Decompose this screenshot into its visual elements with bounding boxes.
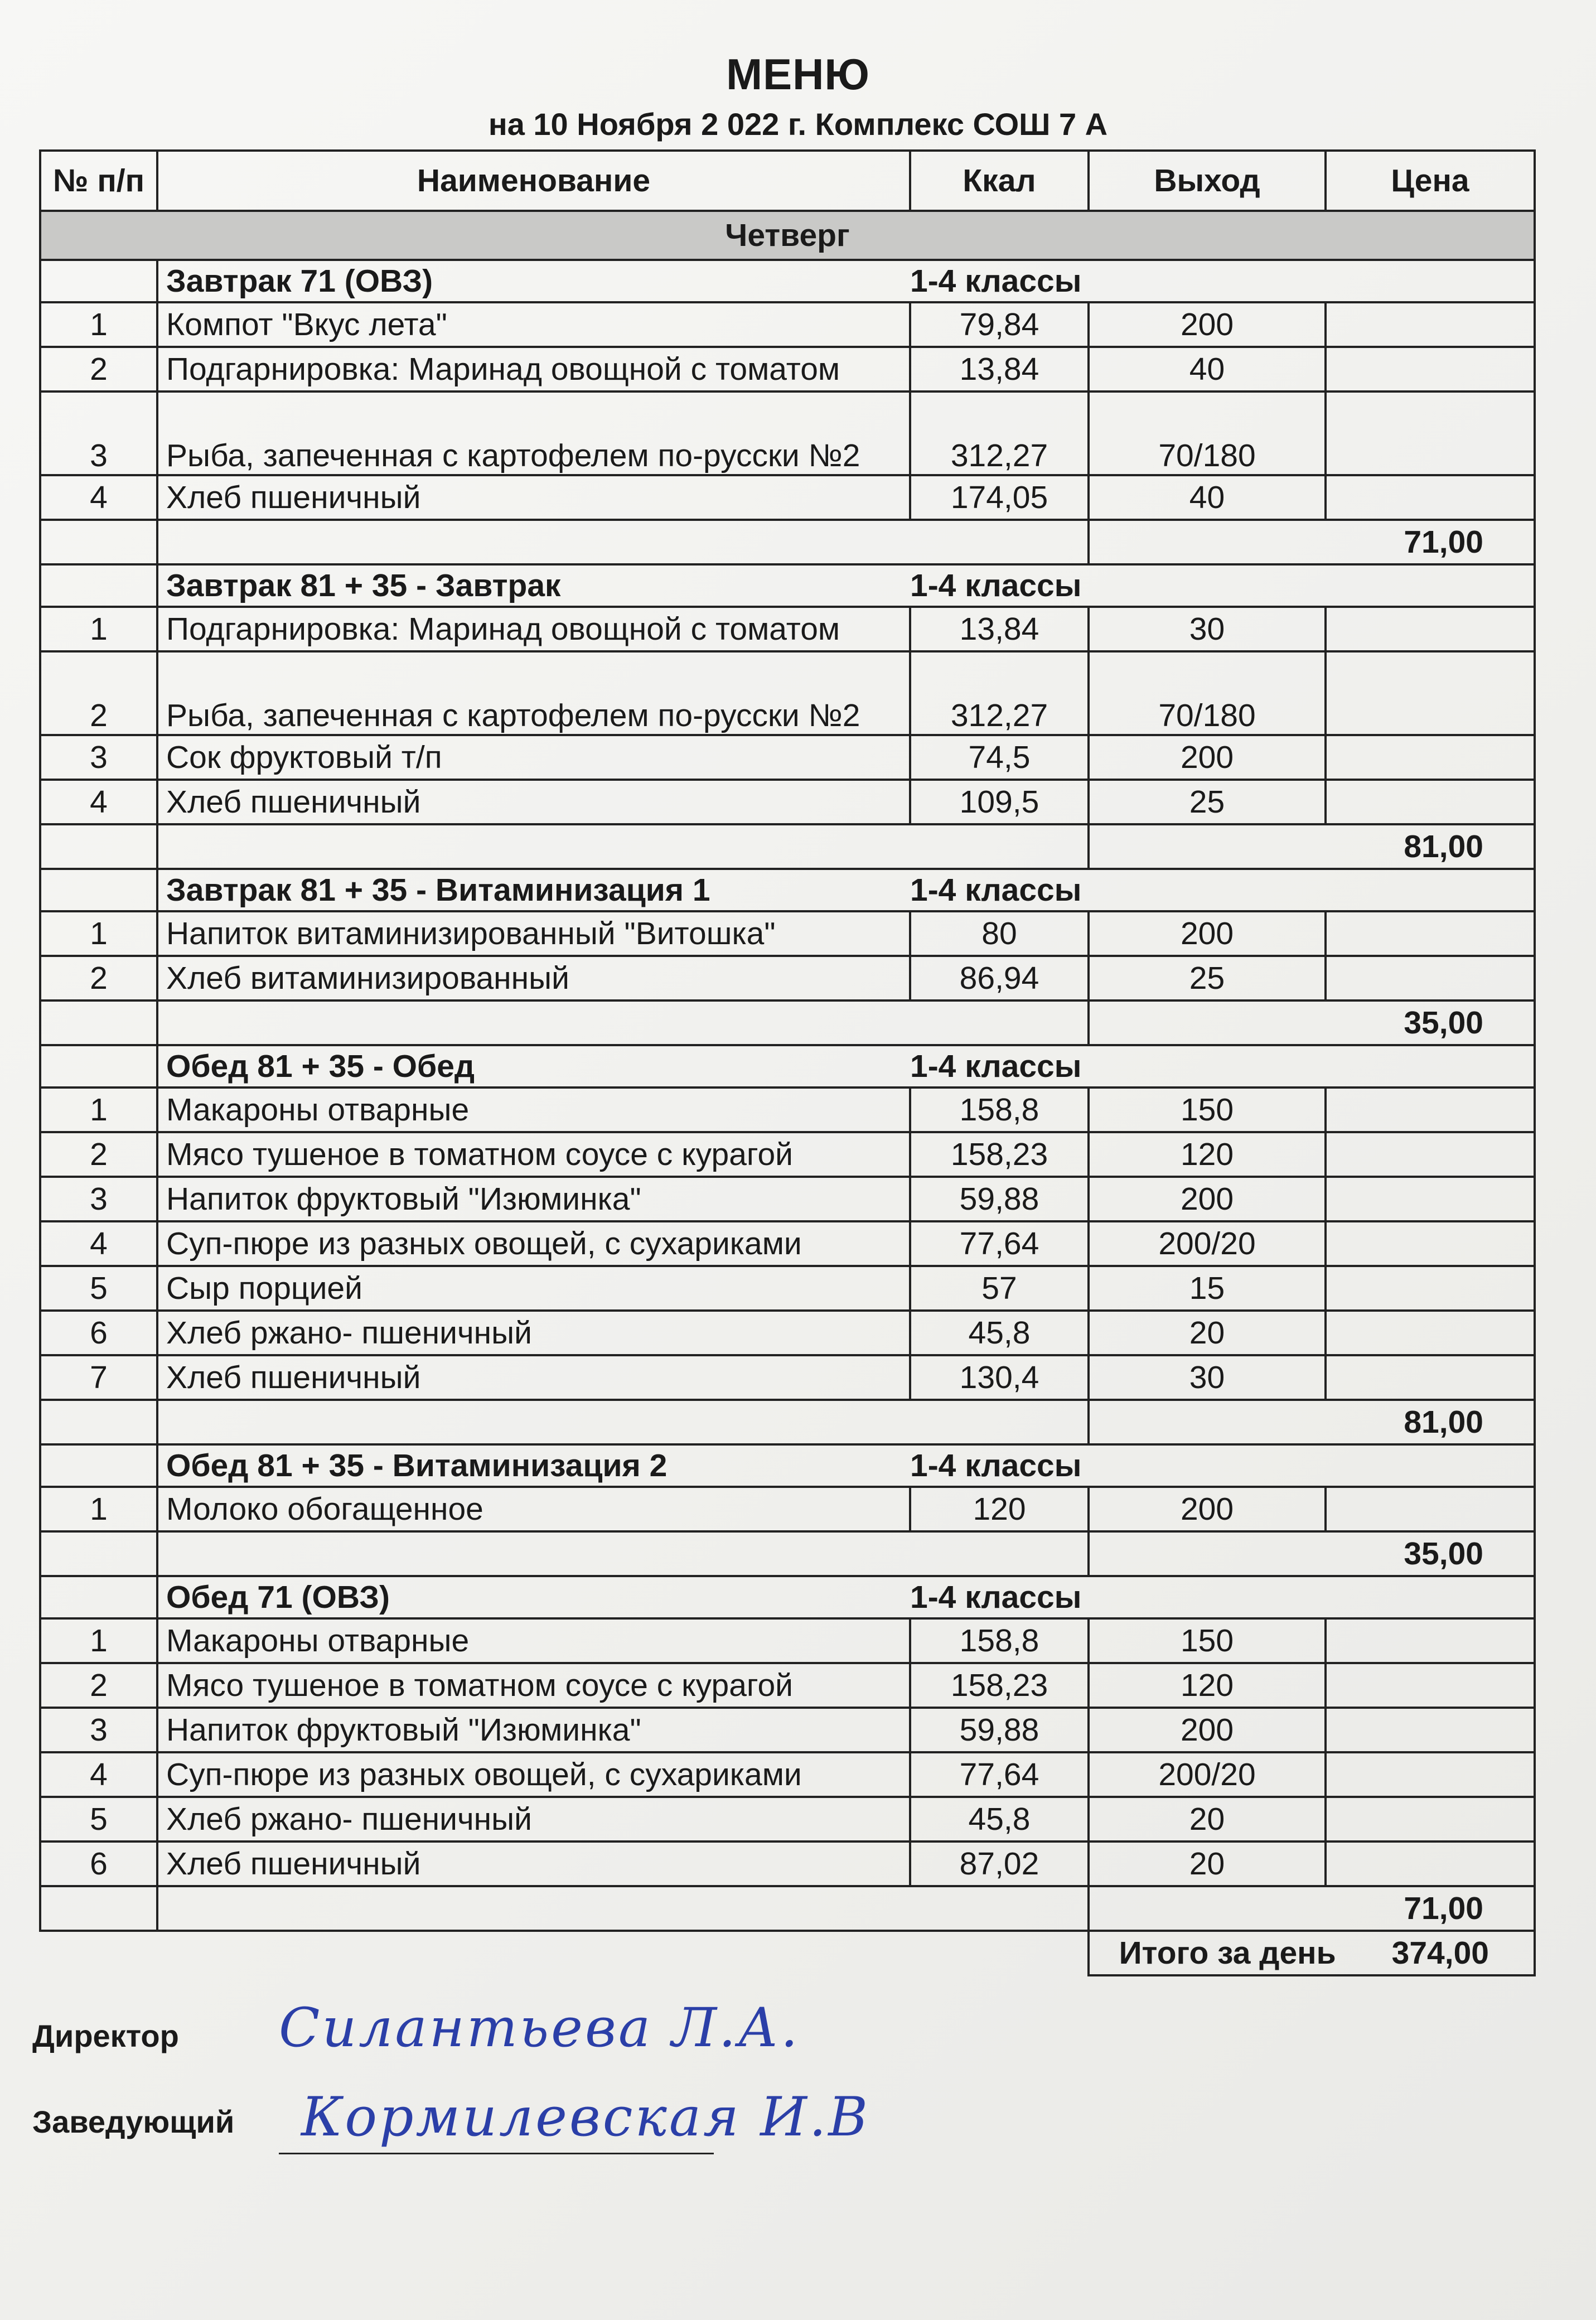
item-number: 5 — [40, 1797, 157, 1842]
table-row — [40, 1663, 1535, 1708]
manager-signature: Кормилевская И.В — [301, 2086, 870, 2148]
item-price — [1326, 1842, 1535, 1886]
section-total-row — [40, 824, 1535, 869]
item-name: Хлеб пшеничный — [157, 1355, 910, 1400]
item-yield: 200 — [1089, 1487, 1326, 1531]
item-price — [1326, 347, 1535, 392]
item-yield: 200 — [1089, 735, 1326, 780]
item-kcal: 45,8 — [910, 1797, 1089, 1842]
item-number: 2 — [40, 1663, 157, 1708]
section-classes: 1-4 классы — [910, 1576, 1535, 1618]
item-kcal: 158,8 — [910, 1618, 1089, 1663]
page-subtitle: на 10 Ноября 2 022 г. Комплекс СОШ 7 А — [488, 107, 1108, 142]
item-number: 2 — [40, 651, 157, 735]
item-yield: 150 — [1089, 1618, 1326, 1663]
total-empty-num — [40, 1531, 157, 1576]
section-name: Завтрак 81 + 35 - Завтрак — [157, 564, 910, 607]
item-yield: 150 — [1089, 1088, 1326, 1132]
item-number: 4 — [40, 475, 157, 520]
table-row — [40, 1088, 1535, 1132]
item-yield: 20 — [1089, 1842, 1326, 1886]
section-classes: 1-4 классы — [910, 564, 1535, 607]
section-classes: 1-4 классы — [910, 1045, 1535, 1088]
section-total: 35,00 — [1089, 1531, 1535, 1576]
item-yield: 200/20 — [1089, 1752, 1326, 1797]
item-kcal: 312,27 — [910, 651, 1089, 735]
item-name: Мясо тушеное в томатном соусе с курагой — [157, 1663, 910, 1708]
item-yield: 70/180 — [1089, 651, 1326, 735]
item-name: Хлеб ржано- пшеничный — [157, 1797, 910, 1842]
table-row — [40, 1797, 1535, 1842]
item-kcal: 59,88 — [910, 1708, 1089, 1752]
item-number: 3 — [40, 1708, 157, 1752]
item-price — [1326, 1797, 1535, 1842]
section-classes: 1-4 классы — [910, 1444, 1535, 1487]
table-row — [40, 1355, 1535, 1400]
grand-total-label: Итого за день — [1119, 1935, 1336, 1971]
table-row — [40, 1311, 1535, 1355]
header-num: № п/п — [40, 151, 157, 211]
grand-empty-a — [40, 1931, 1089, 1975]
item-yield: 200 — [1089, 1708, 1326, 1752]
section-total: 71,00 — [1089, 520, 1535, 564]
table-row — [40, 1842, 1535, 1886]
item-number: 3 — [40, 1177, 157, 1221]
item-yield: 20 — [1089, 1311, 1326, 1355]
item-price — [1326, 1132, 1535, 1177]
item-name: Подгарнировка: Маринад овощной с томатом — [157, 347, 910, 392]
total-empty-name — [157, 520, 1089, 564]
table-row — [40, 1221, 1535, 1266]
director-signature: Силантьева Л.А. — [279, 1997, 800, 2059]
total-empty-name — [157, 1886, 1089, 1931]
manager-signature-line — [279, 2153, 714, 2154]
table-row — [40, 607, 1535, 651]
item-kcal: 158,8 — [910, 1088, 1089, 1132]
item-number: 3 — [40, 392, 157, 475]
item-kcal: 79,84 — [910, 302, 1089, 347]
section-name: Завтрак 81 + 35 - Витаминизация 1 — [157, 869, 910, 911]
table-row — [40, 780, 1535, 824]
item-yield: 20 — [1089, 1797, 1326, 1842]
table-row — [40, 735, 1535, 780]
item-price — [1326, 302, 1535, 347]
menu-body — [40, 211, 1535, 1975]
table-row — [40, 347, 1535, 392]
item-name: Суп-пюре из разных овощей, с сухариками — [157, 1221, 910, 1266]
item-yield: 120 — [1089, 1132, 1326, 1177]
item-number: 6 — [40, 1311, 157, 1355]
table-header-row — [40, 151, 1535, 211]
section-total-row — [40, 1400, 1535, 1444]
section-total: 81,00 — [1089, 1400, 1535, 1444]
item-price — [1326, 607, 1535, 651]
item-number: 2 — [40, 347, 157, 392]
item-kcal: 174,05 — [910, 475, 1089, 520]
item-kcal: 45,8 — [910, 1311, 1089, 1355]
item-number: 4 — [40, 1752, 157, 1797]
grand-total — [1089, 1931, 1535, 1975]
item-name: Рыба, запеченная с картофелем по-русски №2 — [157, 392, 910, 475]
menu-table — [39, 149, 1536, 1976]
item-price — [1326, 1708, 1535, 1752]
item-kcal: 158,23 — [910, 1663, 1089, 1708]
table-row — [40, 392, 1535, 475]
total-empty-num — [40, 824, 157, 869]
section-num-cell — [40, 564, 157, 607]
section-classes: 1-4 классы — [910, 869, 1535, 911]
table-row — [40, 651, 1535, 735]
item-yield: 120 — [1089, 1663, 1326, 1708]
item-yield: 70/180 — [1089, 392, 1326, 475]
item-number: 2 — [40, 1132, 157, 1177]
item-number: 1 — [40, 1088, 157, 1132]
table-row — [40, 1132, 1535, 1177]
section-num-cell — [40, 1576, 157, 1618]
table-row — [40, 1487, 1535, 1531]
item-number: 4 — [40, 780, 157, 824]
item-number: 1 — [40, 1487, 157, 1531]
table-row — [40, 1266, 1535, 1311]
item-price — [1326, 1663, 1535, 1708]
item-kcal: 77,64 — [910, 1221, 1089, 1266]
item-price — [1326, 1752, 1535, 1797]
item-name: Рыба, запеченная с картофелем по-русски №2 — [157, 651, 910, 735]
item-name: Хлеб пшеничный — [157, 475, 910, 520]
table-row — [40, 302, 1535, 347]
section-total: 35,00 — [1089, 1000, 1535, 1045]
manager-label: Заведующий — [32, 2104, 235, 2139]
page-title: МЕНЮ — [726, 50, 870, 99]
table-row — [40, 1708, 1535, 1752]
item-number: 5 — [40, 1266, 157, 1311]
item-kcal: 13,84 — [910, 607, 1089, 651]
table-row — [40, 956, 1535, 1000]
grand-total-row — [40, 1931, 1535, 1975]
item-name: Сок фруктовый т/п — [157, 735, 910, 780]
item-price — [1326, 1266, 1535, 1311]
item-number: 1 — [40, 1618, 157, 1663]
section-classes: 1-4 классы — [910, 260, 1535, 302]
section-name: Обед 81 + 35 - Витаминизация 2 — [157, 1444, 910, 1487]
table-row — [40, 1618, 1535, 1663]
section-num-cell — [40, 869, 157, 911]
section-num-cell — [40, 1045, 157, 1088]
item-name: Хлеб витаминизированный — [157, 956, 910, 1000]
item-price — [1326, 1487, 1535, 1531]
item-kcal: 13,84 — [910, 347, 1089, 392]
item-name: Макароны отварные — [157, 1088, 910, 1132]
section-name: Завтрак 71 (ОВЗ) — [157, 260, 910, 302]
header-price: Цена — [1326, 151, 1535, 211]
item-number: 3 — [40, 735, 157, 780]
item-yield: 15 — [1089, 1266, 1326, 1311]
item-yield: 30 — [1089, 607, 1326, 651]
section-total-row — [40, 1531, 1535, 1576]
total-empty-num — [40, 520, 157, 564]
item-kcal: 87,02 — [910, 1842, 1089, 1886]
item-kcal: 57 — [910, 1266, 1089, 1311]
item-price — [1326, 392, 1535, 475]
item-number: 6 — [40, 1842, 157, 1886]
item-number: 1 — [40, 911, 157, 956]
item-kcal: 120 — [910, 1487, 1089, 1531]
item-name: Хлеб пшеничный — [157, 1842, 910, 1886]
header-yield: Выход — [1089, 151, 1326, 211]
item-yield: 200 — [1089, 911, 1326, 956]
item-number: 7 — [40, 1355, 157, 1400]
item-kcal: 80 — [910, 911, 1089, 956]
item-kcal: 59,88 — [910, 1177, 1089, 1221]
item-name: Сыр порцией — [157, 1266, 910, 1311]
section-header-row — [40, 1444, 1535, 1487]
item-kcal: 130,4 — [910, 1355, 1089, 1400]
section-total: 71,00 — [1089, 1886, 1535, 1931]
item-kcal: 109,5 — [910, 780, 1089, 824]
item-price — [1326, 911, 1535, 956]
section-num-cell — [40, 260, 157, 302]
item-name: Макароны отварные — [157, 1618, 910, 1663]
item-number: 1 — [40, 302, 157, 347]
section-name: Обед 81 + 35 - Обед — [157, 1045, 910, 1088]
item-number: 1 — [40, 607, 157, 651]
item-kcal: 312,27 — [910, 392, 1089, 475]
total-empty-num — [40, 1400, 157, 1444]
table-row — [40, 911, 1535, 956]
item-name: Напиток витаминизированный "Витошка" — [157, 911, 910, 956]
item-price — [1326, 651, 1535, 735]
day-label: Четверг — [40, 211, 1535, 260]
item-kcal: 74,5 — [910, 735, 1089, 780]
item-yield: 40 — [1089, 475, 1326, 520]
item-price — [1326, 1088, 1535, 1132]
item-name: Хлеб ржано- пшеничный — [157, 1311, 910, 1355]
header-name: Наименование — [157, 151, 910, 211]
item-price — [1326, 956, 1535, 1000]
total-empty-name — [157, 1531, 1089, 1576]
item-price — [1326, 780, 1535, 824]
section-total-row — [40, 1886, 1535, 1931]
table-row — [40, 1752, 1535, 1797]
grand-total-value: 374,00 — [1391, 1935, 1489, 1971]
header-kcal: Ккал — [910, 151, 1089, 211]
item-kcal: 86,94 — [910, 956, 1089, 1000]
item-price — [1326, 1618, 1535, 1663]
item-kcal: 77,64 — [910, 1752, 1089, 1797]
item-price — [1326, 735, 1535, 780]
item-price — [1326, 1355, 1535, 1400]
section-header-row — [40, 1576, 1535, 1618]
section-total-row — [40, 520, 1535, 564]
section-header-row — [40, 869, 1535, 911]
director-label: Директор — [32, 2018, 179, 2053]
item-yield: 200 — [1089, 302, 1326, 347]
item-number: 2 — [40, 956, 157, 1000]
item-yield: 25 — [1089, 780, 1326, 824]
item-yield: 40 — [1089, 347, 1326, 392]
item-yield: 200/20 — [1089, 1221, 1326, 1266]
item-name: Компот "Вкус лета" — [157, 302, 910, 347]
item-name: Напиток фруктовый "Изюминка" — [157, 1177, 910, 1221]
item-price — [1326, 475, 1535, 520]
section-header-row — [40, 564, 1535, 607]
item-yield: 30 — [1089, 1355, 1326, 1400]
table-row — [40, 475, 1535, 520]
section-name: Обед 71 (ОВЗ) — [157, 1576, 910, 1618]
section-total-row — [40, 1000, 1535, 1045]
total-empty-name — [157, 1400, 1089, 1444]
item-price — [1326, 1177, 1535, 1221]
item-price — [1326, 1311, 1535, 1355]
item-price — [1326, 1221, 1535, 1266]
item-name: Напиток фруктовый "Изюминка" — [157, 1708, 910, 1752]
item-yield: 200 — [1089, 1177, 1326, 1221]
section-header-row — [40, 260, 1535, 302]
total-empty-num — [40, 1886, 157, 1931]
item-name: Суп-пюре из разных овощей, с сухариками — [157, 1752, 910, 1797]
section-num-cell — [40, 1444, 157, 1487]
item-name: Молоко обогащенное — [157, 1487, 910, 1531]
item-name: Подгарнировка: Маринад овощной с томатом — [157, 607, 910, 651]
total-empty-name — [157, 1000, 1089, 1045]
total-empty-name — [157, 824, 1089, 869]
item-kcal: 158,23 — [910, 1132, 1089, 1177]
item-name: Хлеб пшеничный — [157, 780, 910, 824]
item-yield: 25 — [1089, 956, 1326, 1000]
section-header-row — [40, 1045, 1535, 1088]
item-name: Мясо тушеное в томатном соусе с курагой — [157, 1132, 910, 1177]
table-row — [40, 1177, 1535, 1221]
day-row — [40, 211, 1535, 260]
total-empty-num — [40, 1000, 157, 1045]
section-total: 81,00 — [1089, 824, 1535, 869]
item-number: 4 — [40, 1221, 157, 1266]
